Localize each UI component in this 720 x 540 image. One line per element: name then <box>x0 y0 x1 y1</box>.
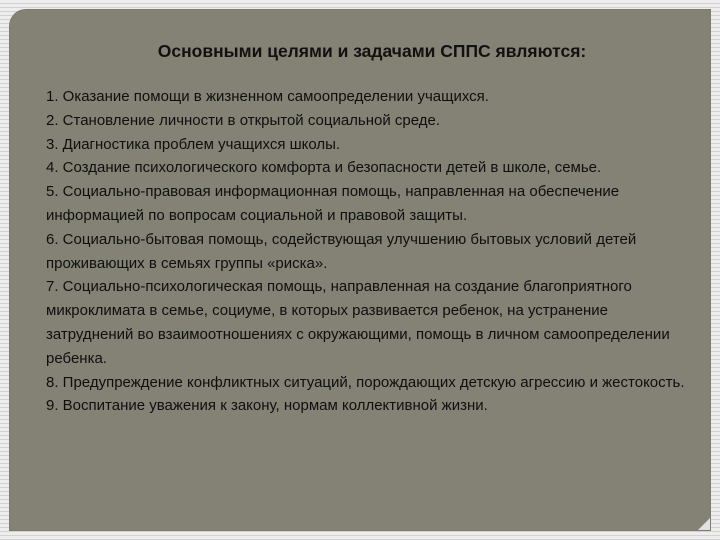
list-item: 7. Социально-психологическая помощь, направленная на создание благоприятного микроклимата в семье, социуме, в которых развивается ребенок, на устранение затруднений во взаимоотношениях с окружающими, помощь в личном самоопределении ребенка. <box>46 278 670 367</box>
list-item: 6. Социально-бытовая помощь, содействующая улучшению бытовых условий детей проживающих в семьях группы «риска». <box>46 230 637 272</box>
list-item: 2. Становление личности в открытой социальной среде. <box>46 111 441 129</box>
list-item: 1. Оказание помощи в жизненном самоопределении учащихся. <box>46 88 489 105</box>
list-item: 3. Диагностика проблем учащихся школы. <box>46 135 341 153</box>
list-item: 4. Создание психологического комфорта и безопасности детей в школе, семье. <box>46 159 602 177</box>
corner-notch <box>698 518 710 530</box>
goals-list <box>46 85 696 418</box>
slide-panel <box>10 10 710 530</box>
list-item: 9. Воспитание уважения к закону, нормам коллективной жизни. <box>46 397 488 415</box>
slide-title: Основными целями и задачами СППС являются: <box>157 41 587 61</box>
list-item: 8. Предупреждение конфликтных ситуаций, порождающих детскую агрессию и жестокость. <box>46 373 685 391</box>
list-item: 5. Социально-правовая информационная помощь, направленная на обеспечение информацией по вопросам социальной и правовой защиты. <box>46 183 620 224</box>
